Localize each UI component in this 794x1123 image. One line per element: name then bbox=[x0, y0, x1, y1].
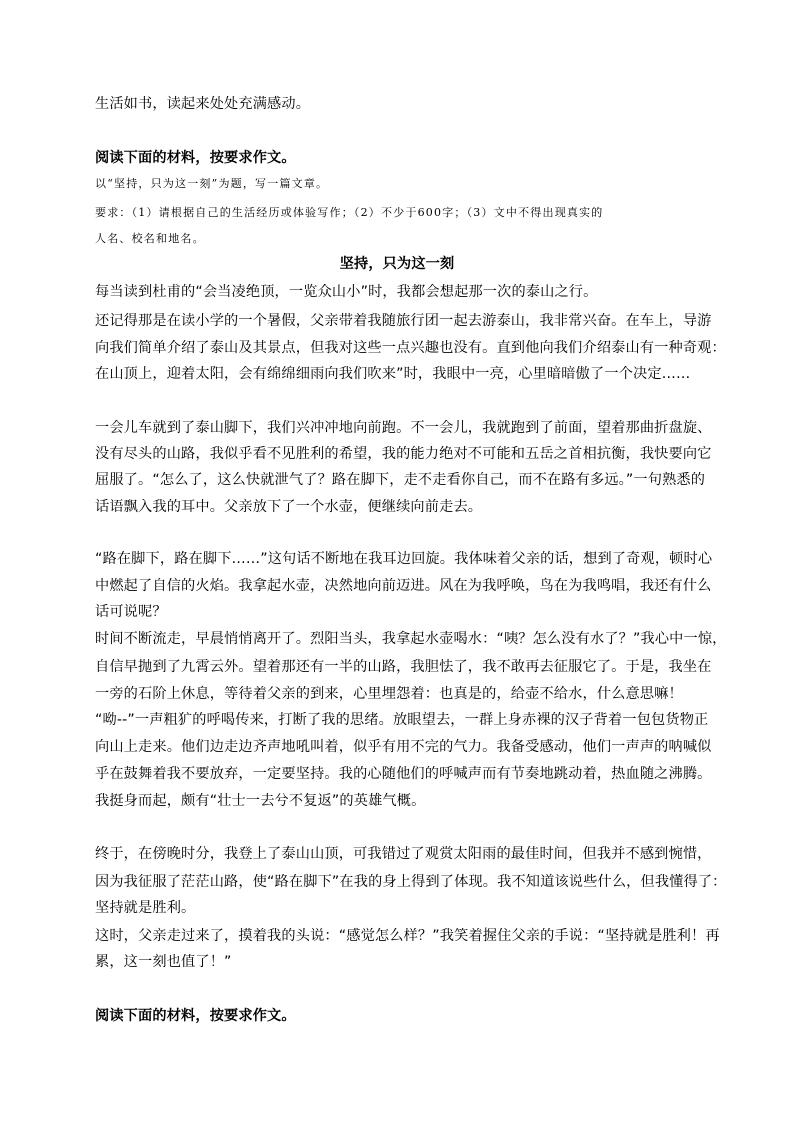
essay-line: 屈服了。“怎么了，这么快就泄气了？路在脚下，走不走看你自己，而不在路有多远。”一句熟悉的 bbox=[95, 472, 706, 488]
essay-line: 自信早抛到了九霄云外。望着那还有一半的山路，我胆怯了，我不敢再去征服它了。于是，我坐在 bbox=[95, 659, 712, 675]
essay-line: 这时，父亲走过来了，摸着我的头说：“感觉怎么样？”我笑着握住父亲的手说：“坚持就是胜利！再 bbox=[95, 928, 720, 944]
essay-line: 坚持就是胜利。 bbox=[95, 900, 196, 916]
essay-line: 一会儿车就到了泰山脚下，我们兴冲冲地向前跑。不一会儿，我就跑到了前面，望着那曲折盘旋、 bbox=[95, 420, 712, 436]
essay-line: 时间不断流走，早晨悄悄离开了。烈阳当头，我拿起水壶喝水：“咦？怎么没有水了？”我心中一惊， bbox=[95, 631, 727, 647]
essay-line: 向我们简单介绍了泰山及其景点，但我对这些一点兴趣也没有。直到他向我们介绍泰山有一种奇观： bbox=[95, 340, 726, 356]
essay-line: 一旁的石阶上休息，等待着父亲的到来，心里埋怨着：也真是的，给壶不给水，什么意思嘛！ bbox=[95, 686, 683, 702]
topic-line: 以“坚持，只为这一刻”为题，写一篇文章。 bbox=[95, 177, 329, 190]
essay-line: 终于，在傍晚时分，我登上了泰山山顶，可我错过了观赏太阳雨的最佳时间，但我并不感到惋惜， bbox=[95, 846, 712, 862]
requirements-line: 要求：（1）请根据自己的生活经历或体验写作；（2）不少于600字；（3）文中不得出现真实的 bbox=[95, 206, 604, 219]
essay-line: 因为我征服了茫茫山路，使“路在脚下”在我的身上得到了体现。我不知道该说些什么，但我懂得了： bbox=[95, 874, 727, 890]
essay-line: 在山顶上，迎着太阳，会有绵绵细雨向我们吹来”时，我眼中一亮，心里暗暗傲了一个决定…… bbox=[95, 366, 691, 382]
essay-line: 累，这一刻也值了！” bbox=[95, 954, 232, 970]
essay-line: “呦--”一声粗犷的呼喝传来，打断了我的思绪。放眼望去，一群上身赤裸的汉子背着一包包货物正 bbox=[95, 712, 709, 728]
essay-title: 坚持，只为这一刻 bbox=[339, 256, 455, 272]
essay-line: 每当读到杜甫的“会当凌绝顶，一览众山小”时，我都会想起那一次的泰山之行。 bbox=[95, 284, 598, 300]
requirements-line: 人名、校名和地名。 bbox=[95, 232, 205, 245]
essay-line: 中燃起了自信的火焰。我拿起水壶，决然地向前迈进。风在为我呼唤，鸟在为我鸣唱，我还有什么 bbox=[95, 578, 712, 594]
essay-line: 没有尽头的山路，我似乎看不见胜利的希望，我的能力绝对不可能和五岳之首相抗衡，我快要向它 bbox=[95, 446, 712, 462]
essay-line: 话可说呢？ bbox=[95, 604, 167, 620]
essay-line: “路在脚下，路在脚下……”这句话不断地在我耳边回旋。我体味着父亲的话，想到了奇观，顿时心 bbox=[95, 551, 713, 567]
essay-line: 乎在鼓舞着我不要放弃，一定要坚持。我的心随他们的呼喊声而有节奏地跳动着，热血随之沸腾。 bbox=[95, 766, 712, 782]
prompt-heading: 阅读下面的材料，按要求作文。 bbox=[95, 1008, 296, 1024]
prompt-heading: 阅读下面的材料，按要求作文。 bbox=[95, 150, 296, 166]
essay-line: 我挺身而起，颇有“壮士一去兮不复返”的英雄气概。 bbox=[95, 793, 426, 809]
essay-line: 向山上走来。他们边走边齐声地吼叫着，似乎有用不完的气力。我备受感动，他们一声声的呐喊似 bbox=[95, 739, 712, 755]
intro-line: 生活如书，读起来处处充满感动。 bbox=[95, 96, 311, 112]
essay-line: 还记得那是在读小学的一个暑假，父亲带着我随旅行团一起去游泰山，我非常兴奋。在车上，导游 bbox=[95, 313, 712, 329]
essay-line: 话语飘入我的耳中。父亲放下了一个水壶，便继续向前走去。 bbox=[95, 499, 483, 515]
